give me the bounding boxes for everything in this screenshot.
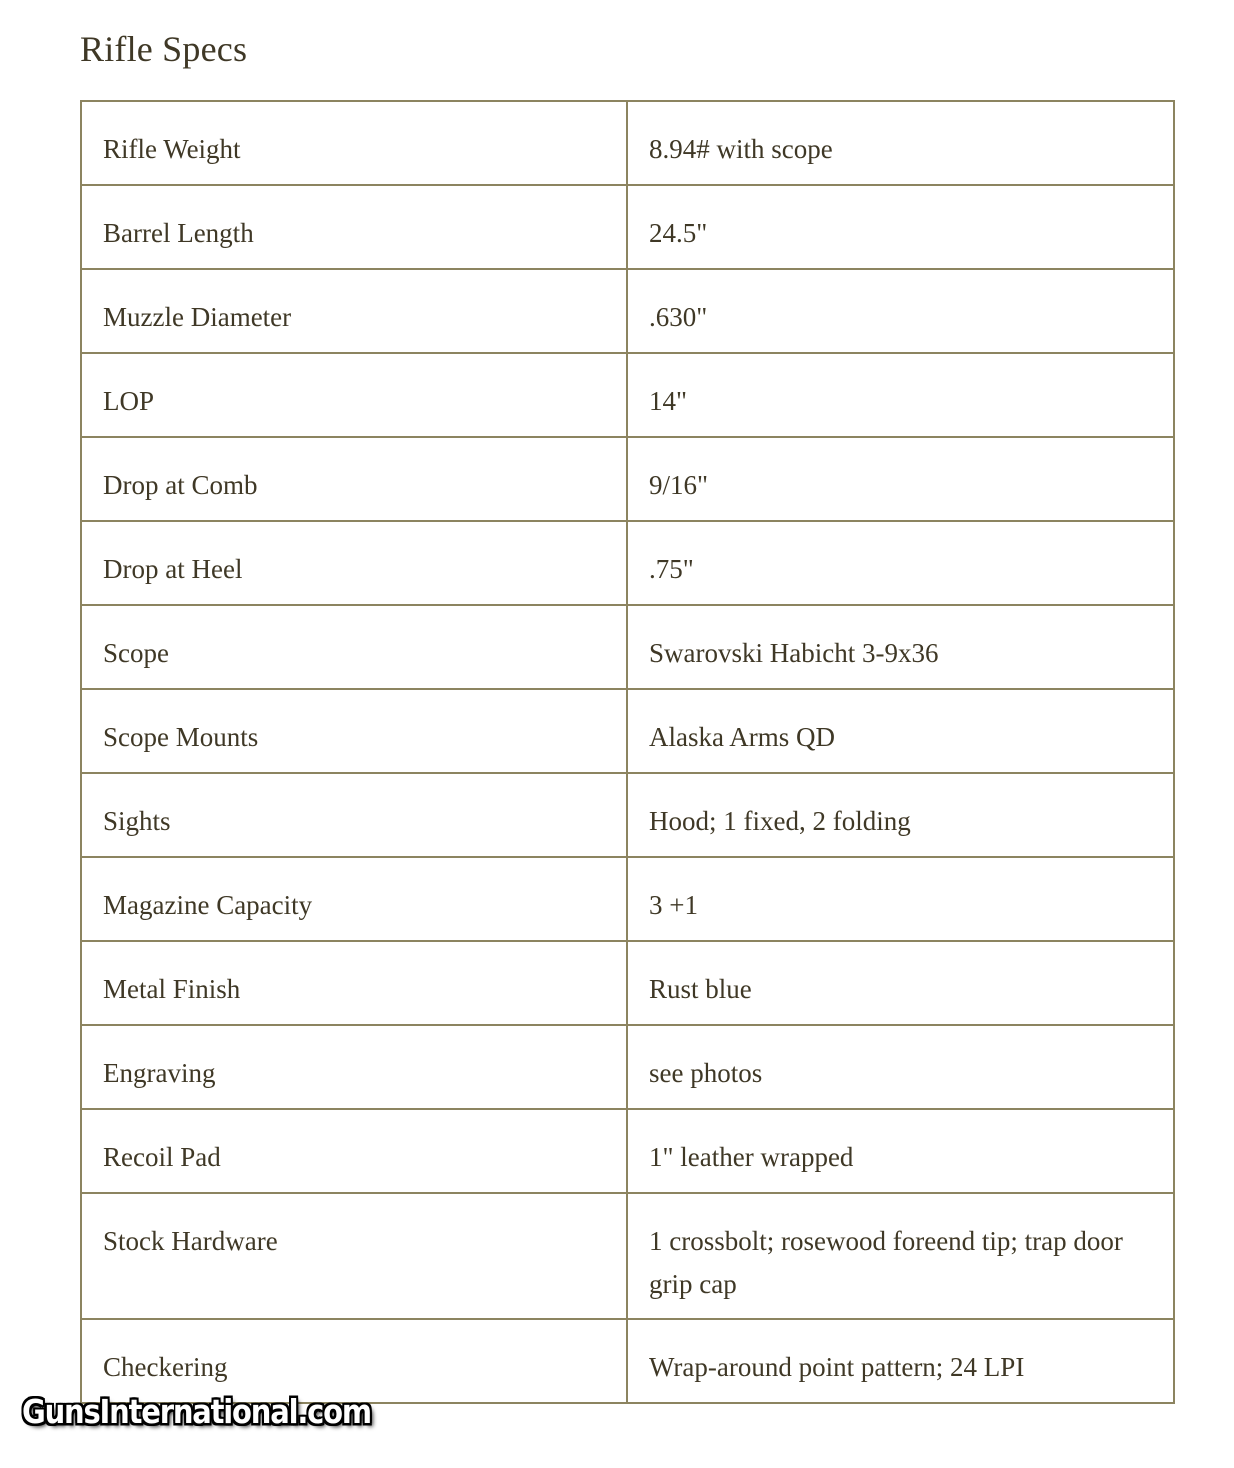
- table-row: [81, 1109, 1174, 1193]
- table-row: [81, 437, 1174, 521]
- spec-label: Drop at Comb: [81, 437, 627, 521]
- table-row: [81, 521, 1174, 605]
- table-row: [81, 353, 1174, 437]
- spec-value: Hood; 1 fixed, 2 folding: [627, 773, 1174, 857]
- spec-value: Wrap-around point pattern; 24 LPI: [627, 1319, 1174, 1403]
- specs-table: [80, 100, 1175, 1404]
- spec-value: 14": [627, 353, 1174, 437]
- page-title: Rifle Specs: [80, 29, 248, 69]
- spec-label: Sights: [81, 773, 627, 857]
- table-row: [81, 269, 1174, 353]
- spec-value: Rust blue: [627, 941, 1174, 1025]
- spec-label: Drop at Heel: [81, 521, 627, 605]
- spec-label: Rifle Weight: [81, 101, 627, 185]
- spec-value: 24.5": [627, 185, 1174, 269]
- spec-value: .630": [627, 269, 1174, 353]
- spec-label: Muzzle Diameter: [81, 269, 627, 353]
- table-row: [81, 605, 1174, 689]
- table-row: [81, 1025, 1174, 1109]
- spec-label: Scope: [81, 605, 627, 689]
- spec-value: 3 +1: [627, 857, 1174, 941]
- spec-label: Metal Finish: [81, 941, 627, 1025]
- table-row: [81, 1193, 1174, 1319]
- spec-value: Swarovski Habicht 3-9x36: [627, 605, 1174, 689]
- table-row: [81, 1319, 1174, 1403]
- spec-value: see photos: [627, 1025, 1174, 1109]
- spec-value: 8.94# with scope: [627, 101, 1174, 185]
- table-row: [81, 185, 1174, 269]
- spec-value: 9/16": [627, 437, 1174, 521]
- table-row: [81, 941, 1174, 1025]
- spec-label: Barrel Length: [81, 185, 627, 269]
- spec-label: Recoil Pad: [81, 1109, 627, 1193]
- table-row: [81, 773, 1174, 857]
- table-row: [81, 101, 1174, 185]
- spec-value: 1" leather wrapped: [627, 1109, 1174, 1193]
- table-row: [81, 857, 1174, 941]
- spec-label: Checkering: [81, 1319, 627, 1403]
- spec-label: Stock Hardware: [81, 1193, 627, 1319]
- spec-label: Magazine Capacity: [81, 857, 627, 941]
- spec-label: Scope Mounts: [81, 689, 627, 773]
- spec-value: 1 crossbolt; rosewood foreend tip; trap door grip cap: [627, 1193, 1174, 1319]
- spec-value: Alaska Arms QD: [627, 689, 1174, 773]
- spec-label: Engraving: [81, 1025, 627, 1109]
- spec-value: .75": [627, 521, 1174, 605]
- spec-label: LOP: [81, 353, 627, 437]
- watermark-logo: GunsInternational.com: [22, 1392, 371, 1432]
- table-row: [81, 689, 1174, 773]
